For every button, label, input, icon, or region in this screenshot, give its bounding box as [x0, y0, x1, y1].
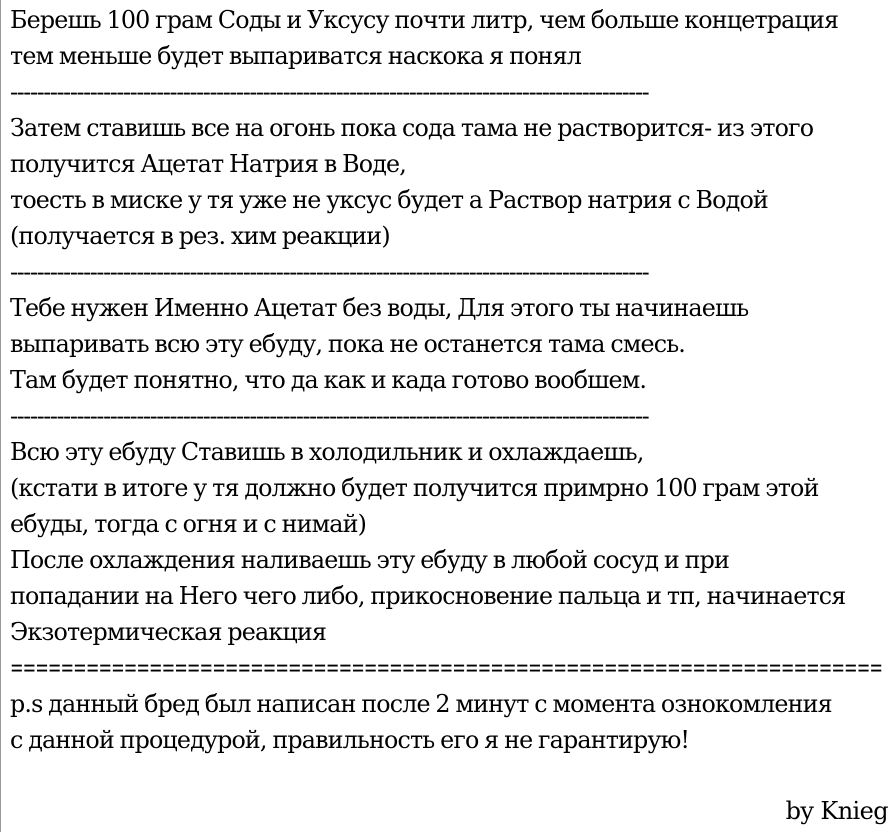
dash-separator: ------------------------------------------------------------------------------------------------ — [10, 78, 649, 106]
text-line: Там будет понятно, что да как и када готово вообшем. — [10, 366, 647, 394]
author-signature: by Knieg — [785, 797, 888, 825]
text-line: попадании на Него чего либо, прикосновение пальца и тп, начинается — [10, 582, 846, 610]
text-line: с данной процедурой, правильность его я не гарантирую! — [10, 726, 690, 754]
text-line: (кстати в итоге у тя должно будет получится примрно 100 грам этой — [10, 474, 819, 502]
text-line: Берешь 100 грам Соды и Уксусу почти литр, чем больше концетрация — [10, 6, 839, 34]
text-line: Всю эту ебуду Ставишь в холодильник и охлаждаешь, — [10, 438, 644, 466]
document-body — [10, 2, 890, 758]
text-line: Затем ставишь все на огонь пока сода тама не растворится- из этого — [10, 114, 814, 142]
text-line: ебуды, тогда с огня и с нимай) — [10, 510, 367, 538]
equals-separator: ===================================================================== — [10, 654, 882, 682]
text-line: После охлаждения наливаешь эту ебуду в любой сосуд и при — [10, 546, 730, 574]
text-line: получится Ацетат Натрия в Воде, — [10, 150, 406, 178]
text-line: (получается в рез. хим реакции) — [10, 222, 390, 250]
text-line: Тебе нужен Именно Ацетат без воды, Для этого ты начинаешь — [10, 294, 749, 322]
dash-separator: ------------------------------------------------------------------------------------------------ — [10, 402, 649, 430]
dash-separator: ------------------------------------------------------------------------------------------------ — [10, 258, 649, 286]
text-line: тоесть в миске у тя уже не уксус будет а Раствор натрия с Водой — [10, 186, 768, 214]
text-line: тем меньше будет выпариватся наскока я понял — [10, 42, 581, 70]
text-line: выпаривать всю эту ебуду, пока не останется тама смесь. — [10, 330, 686, 358]
text-line: p.s данный бред был написан после 2 минут с момента ознокомления — [10, 690, 832, 718]
text-line: Экзотермическая реакция — [10, 618, 327, 646]
